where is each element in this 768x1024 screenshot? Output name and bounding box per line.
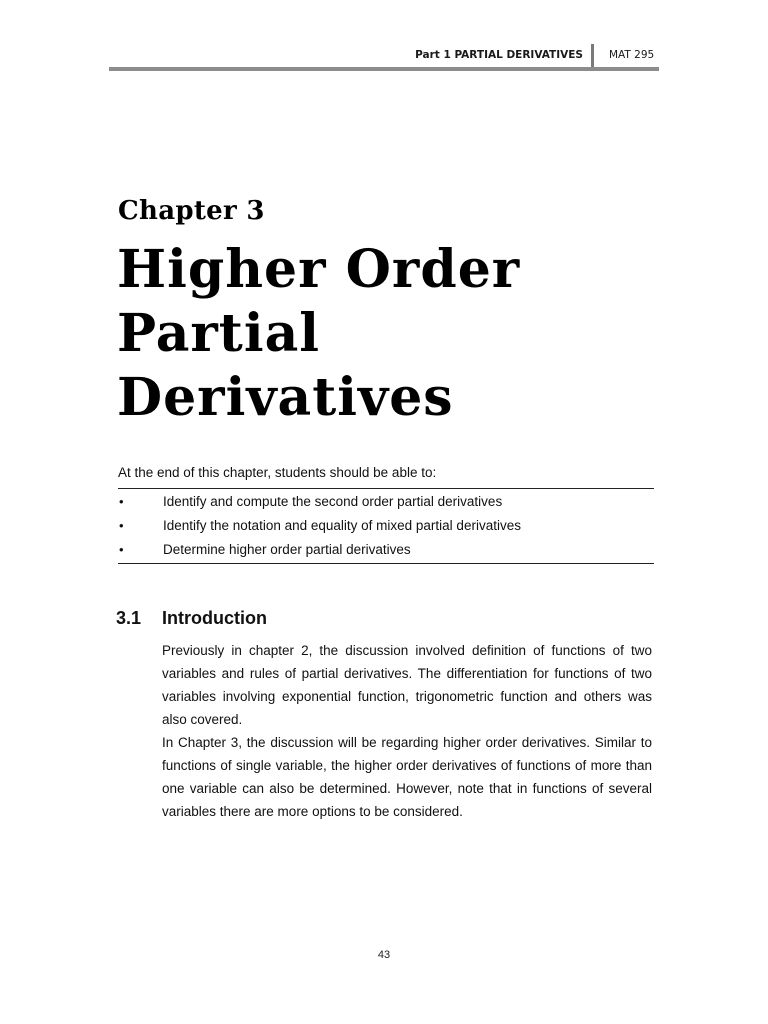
header-course-code: MAT 295	[609, 49, 655, 61]
chapter-title	[117, 238, 677, 430]
header-rule	[109, 67, 659, 71]
section-number: 3.1	[116, 608, 142, 628]
chapter-title-line: Higher Order	[117, 239, 521, 300]
objective-item	[118, 540, 654, 564]
objective-text: Identify and compute the second order partial derivatives	[163, 494, 503, 509]
chapter-title-line: Partial	[117, 303, 321, 364]
section-body	[162, 639, 652, 823]
page-number: 43	[377, 949, 391, 961]
objectives-box	[118, 488, 654, 564]
section-heading	[116, 608, 267, 629]
objective-text: Determine higher order partial derivatives	[163, 542, 411, 557]
body-paragraph: In Chapter 3, the discussion will be regarding higher order derivatives. Similar to functions of single variable, the higher order derivatives of functions of more than one variable can also be determined. However, note that in functions of several variables there are more options to be considered.	[162, 735, 652, 819]
bullet-icon: •	[119, 542, 124, 557]
body-paragraph: Previously in chapter 2, the discussion involved definition of functions of two variables and rules of partial derivatives. The differentiation for functions of two variables involving exponential function, trigonometric function and others was also covered.	[162, 643, 652, 727]
header-divider	[591, 44, 594, 68]
running-header	[109, 44, 659, 72]
header-part-title: Part 1 PARTIAL DERIVATIVES	[415, 49, 583, 61]
bullet-icon: •	[119, 494, 124, 509]
chapter-title-line: Derivatives	[117, 367, 454, 428]
chapter-label: Chapter 3	[118, 196, 265, 226]
objectives-list	[118, 489, 654, 564]
bullet-icon: •	[119, 518, 124, 533]
objective-item	[118, 492, 654, 516]
section-title: Introduction	[162, 608, 267, 628]
objectives-intro: At the end of this chapter, students should be able to:	[118, 465, 437, 480]
objective-text: Identify the notation and equality of mixed partial derivatives	[163, 518, 521, 533]
objective-item	[118, 516, 654, 540]
